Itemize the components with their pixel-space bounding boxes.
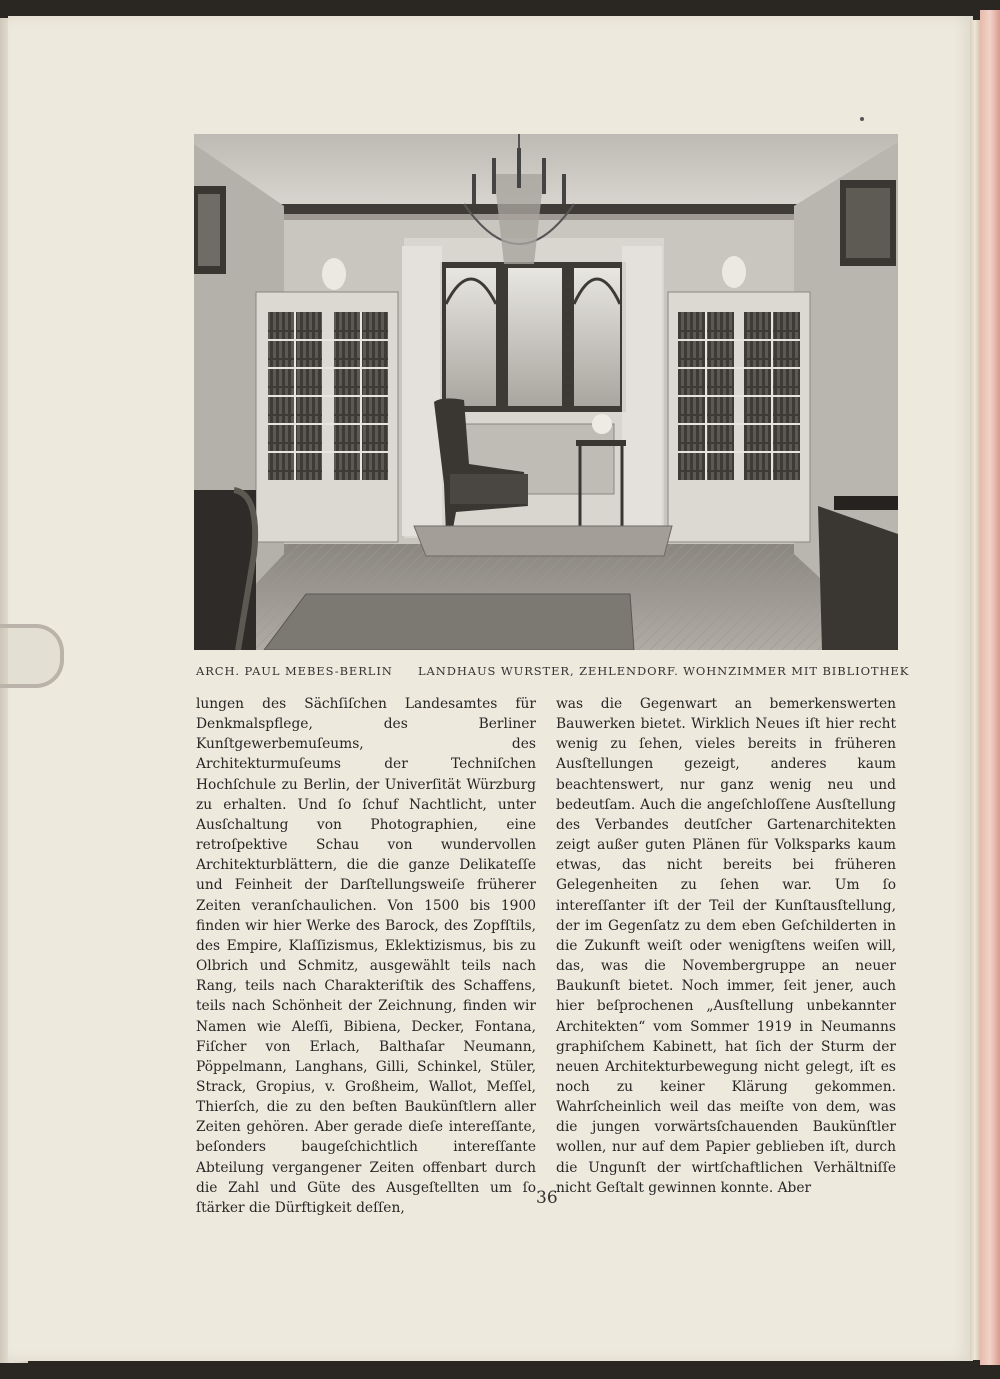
book-cover-edge xyxy=(980,10,1000,1365)
interior-photograph xyxy=(194,134,898,650)
interior-photograph-drawing xyxy=(194,134,898,650)
paragraph-left: lungen des Sächſiſchen Landesamtes für Denkmalspflege, des Berliner Kunſtgewerbemuſeums, des Architekturmuſeums der Techniſchen Hochſchule zu Berlin, der Univerſität Würzburg zu erhalten. Und ſo ſchuf Nachtlicht, unter Ausſchaltung von Photographien, eine retroſpektive Schau von wundervollen Architekturblättern, die die ganze Delikateſſe und Feinheit der Darſtellungsweiſe früherer Zeiten veranſchaulichen. Von 1500 bis 1900 finden wir hier Werke des Barock, des Zopfſtils, des Empire, Klaſſizismus, Eklektizismus, bis zu Olbrich und Schmitz, ausgewählt teils nach Rang, teils nach Charakteriſtik des Schaffens, teils nach Schönheit der Zeichnung, finden wir Namen wie Aleſſi, Bibiena, Decker, Fontana, Fiſcher von Erlach, Balthaſar Neumann, Pöppelmann, Langhans, Gilli, Schinkel, Stüler, Strack, Gropius, v. Großheim, Wallot, Meſſel, Thierſch, die zu den beſten Baukünſtlern aller Zeiten gehören. Aber gerade dieſe intereſſante, beſonders baugeſchichtlich intereſſante Abteilung vergangener Zeiten offenbart durch die Zahl und Güte des Ausgeſtellten um ſo ſtärker die Dürftigkeit deſſen, xyxy=(196,696,536,1216)
caption-architect: ARCH. PAUL MEBES-BERLIN xyxy=(196,664,393,678)
page-clip xyxy=(0,624,64,688)
page-speck xyxy=(860,117,864,121)
page-number: 36 xyxy=(536,1188,558,1208)
text-column-right xyxy=(556,694,896,1198)
caption-title: LANDHAUS WURSTER, ZEHLENDORF. WOHNZIMMER MIT BIBLIOTHEK xyxy=(418,664,910,678)
text-column-left xyxy=(196,694,536,1218)
paragraph-right: was die Gegenwart an bemerkenswerten Bauwerken bietet. Wirklich Neues iſt hier recht wenig zu ſehen, vieles bereits in früheren Ausſtellungen gezeigt, anderes kaum beachtenswert, nur ganz wenig neu und bedeutſam. Auch die angeſchloſſene Ausſtellung des Verbandes deutſcher Gartenarchitekten zeigt außer guten Plänen für Volksparks kaum etwas, das nicht bereits bei früheren Gelegenheiten zu ſehen war. Um ſo intereſſanter iſt der Teil der Kunſtausſtellung, der im Gegenſatz zu dem eben Geſchilderten in die Zukunft weiſt oder wenigſtens weiſen will, das, was die Novembergruppe an neuer Baukunſt bietet. Noch immer, ſeit jener, auch hier beſprochenen „Ausſtellung unbekannter Architekten“ vom Sommer 1919 in Neumanns graphiſchem Kabinett, hat ſich der Sturm der neuen Architekturbewegung nicht gelegt, iſt es noch zu keiner Klärung gekommen. Wahrſcheinlich weil das meiſte von dem, was die jungen vorwärtsſchauenden Baukünſtler wollen, nur auf dem Papier geblieben iſt, durch die Ungunſt der wirtſchaftlichen Verhältniſſe nicht Geſtalt gewinnen konnte. Aber xyxy=(556,696,896,1196)
